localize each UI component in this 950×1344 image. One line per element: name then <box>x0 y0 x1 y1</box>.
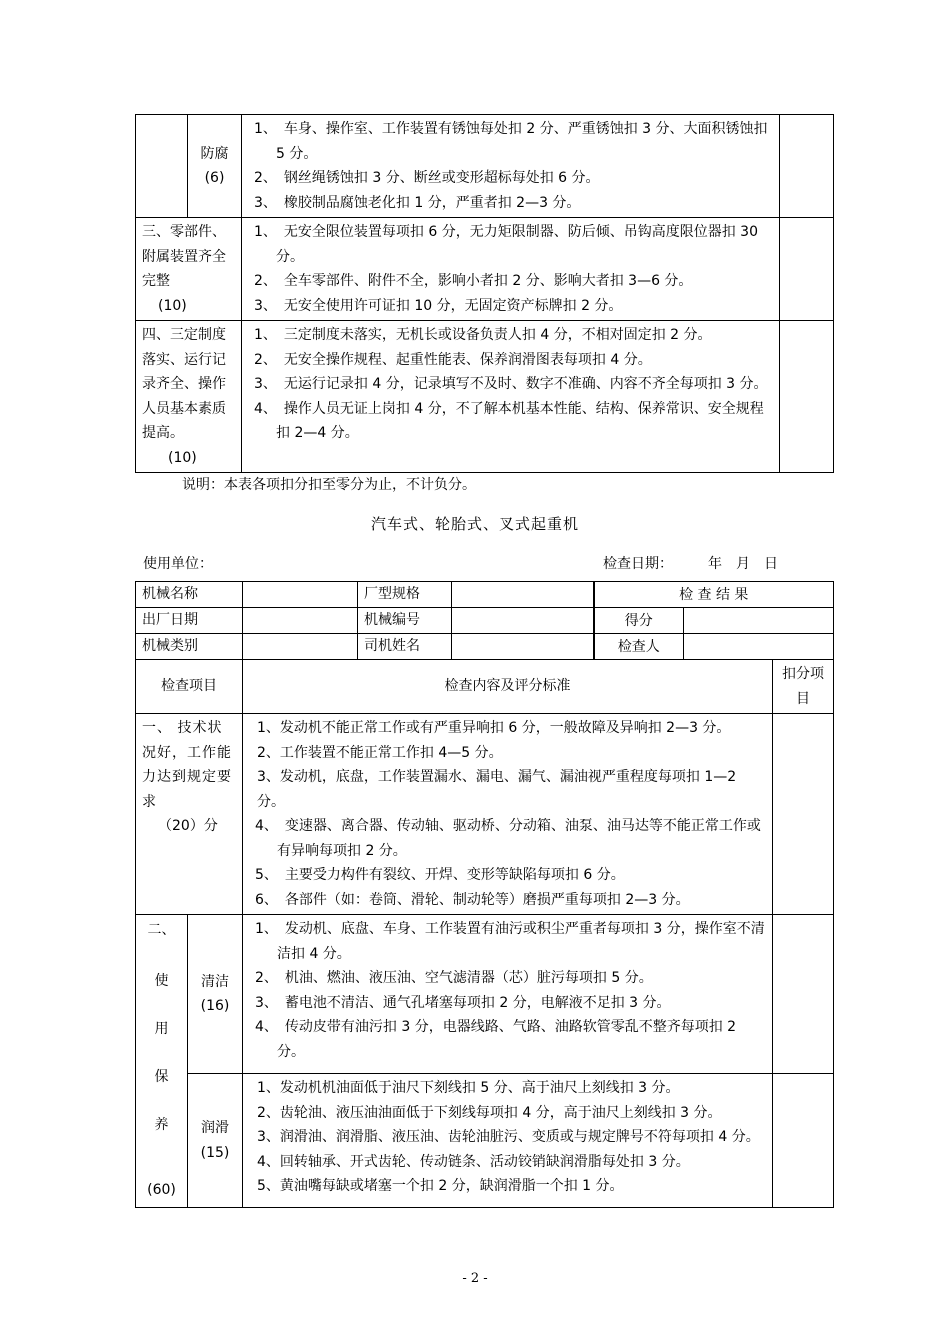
deduct-cell <box>780 218 834 321</box>
header-item: 检查项目 <box>136 660 243 714</box>
section4-content <box>242 321 780 473</box>
section4-score: (10) <box>168 449 197 466</box>
section2-char: 用 <box>154 1021 169 1037</box>
header-row <box>136 660 834 714</box>
section2-char: 二、 <box>147 922 176 938</box>
section3-label-cell <box>136 218 242 321</box>
section2-char: 养 <box>154 1117 169 1133</box>
section4-label: 四、三定制度落实、运行记录齐全、操作人员基本素质提高。 <box>142 327 226 441</box>
deduct-cell <box>773 714 834 915</box>
machine-type-label: 机械类别 <box>136 634 243 660</box>
list-item: 3、润滑油、润滑脂、液压油、齿轮油脏污、变质或与规定牌号不符每项扣 4 分。 <box>257 1129 760 1146</box>
list-item: 4、 操作人员无证上岗扣 4 分，不了解本机基本性能、结构、保养常识、安全规程扣 2—4 分。 <box>254 400 764 441</box>
cleaning-label-cell <box>188 915 243 1074</box>
machine-no-value[interactable] <box>452 608 594 634</box>
result-header: 检 查 结 果 <box>594 582 834 608</box>
deduct-cell <box>773 1074 834 1208</box>
lubrication-content <box>243 1074 773 1208</box>
driver-name-value[interactable] <box>452 634 594 660</box>
driver-name-label: 司机姓名 <box>358 634 452 660</box>
table-note: 说明：本表各项扣分扣至零分为止，不计负分。 <box>182 477 476 493</box>
lubrication-label: 润滑 <box>201 1120 229 1137</box>
date-label: 检查日期： 年 月 日 <box>603 556 778 572</box>
section2-char: 保 <box>154 1069 169 1085</box>
list-item: 1、发动机不能正常工作或有严重异响扣 6 分，一般故障及异响扣 2—3 分。 <box>257 720 731 736</box>
list-item: 2、 无安全操作规程、起重性能表、保养润滑图表每项扣 4 分。 <box>254 351 652 368</box>
machine-name-label: 机械名称 <box>136 582 243 608</box>
page-number: - 2 - <box>462 1271 488 1286</box>
section1-label: 一、 技术状况好，工作能力达到规定要求 <box>142 720 232 810</box>
inspector-label: 检查人 <box>594 634 684 660</box>
score-value[interactable] <box>684 608 834 634</box>
lubrication-score: (15) <box>200 1144 230 1161</box>
inspector-value[interactable] <box>684 634 834 660</box>
list-item: 3、 蓄电池不清洁、通气孔堵塞每项扣 2 分，电解液不足扣 3 分。 <box>255 994 671 1011</box>
cleaning-content <box>243 915 773 1074</box>
section4-row <box>136 321 834 473</box>
list-item: 2、工作装置不能正常工作扣 4—5 分。 <box>257 744 503 761</box>
lubrication-row <box>136 1074 834 1208</box>
list-item: 4、 变速器、离合器、传动轴、驱动桥、分动箱、油泵、油马达等不能正常工作或有异响每项扣 2 分。 <box>255 818 761 859</box>
model-spec-value[interactable] <box>452 582 594 608</box>
info-row <box>136 582 834 608</box>
deduct-cell <box>780 321 834 473</box>
header-deduct: 扣分项目 <box>773 660 834 714</box>
anticorrosion-content <box>242 115 780 218</box>
list-item: 5、黄油嘴每缺或堵塞一个扣 2 分，缺润滑脂一个扣 1 分。 <box>257 1178 624 1195</box>
section2-continuation-cell <box>136 115 188 218</box>
cleaning-score: (16) <box>200 998 230 1015</box>
list-item: 1、 发动机、底盘、车身、工作装置有油污或积尘严重者每项扣 3 分，操作室不清洁扣 4 分。 <box>255 921 765 962</box>
section1-label-cell <box>136 714 243 915</box>
list-item: 3、发动机，底盘，工作装置漏水、漏电、漏气、漏油视严重程度每项扣 1—2 分。 <box>257 769 737 810</box>
top-inspection-table <box>135 114 834 473</box>
section2-score: (60) <box>147 1182 176 1198</box>
section2-char: 使 <box>154 973 169 989</box>
factory-date-label: 出厂日期 <box>136 608 243 634</box>
factory-date-value[interactable] <box>243 608 358 634</box>
machine-name-value[interactable] <box>243 582 358 608</box>
info-row <box>136 634 834 660</box>
section1-row <box>136 714 834 915</box>
list-item: 3、 橡胶制品腐蚀老化扣 1 分，严重者扣 2—3 分。 <box>254 194 581 211</box>
list-item: 2、齿轮油、液压油油面低于下刻线每项扣 4 分，高于油尺上刻线扣 3 分。 <box>257 1104 722 1121</box>
unit-label: 使用单位： <box>143 556 213 572</box>
list-item: 2、 全车零部件、附件不全，影响小者扣 2 分、影响大者扣 3—6 分。 <box>254 273 693 289</box>
anticorrosion-row <box>136 115 834 218</box>
list-item: 2、 机油、燃油、液压油、空气滤清器（芯）脏污每项扣 5 分。 <box>255 970 653 986</box>
machine-no-label: 机械编号 <box>358 608 452 634</box>
deduct-cell <box>773 915 834 1074</box>
anticorrosion-score: (6) <box>204 170 225 186</box>
section4-label-cell <box>136 321 242 473</box>
section1-content <box>243 714 773 915</box>
section3-content <box>242 218 780 321</box>
lubrication-label-cell <box>188 1074 243 1208</box>
list-item: 6、 各部件（如：卷筒、滑轮、制动轮等）磨损严重每项扣 2—3 分。 <box>255 891 690 908</box>
list-item: 3、 无运行记录扣 4 分，记录填写不及时、数字不准确、内容不齐全每项扣 3 分。 <box>254 376 768 392</box>
section2-label-cell <box>136 915 188 1208</box>
cleaning-row <box>136 915 834 1074</box>
list-item: 2、 钢丝绳锈蚀扣 3 分、断丝或变形超标每处扣 6 分。 <box>254 170 600 186</box>
deduct-cell <box>780 115 834 218</box>
cleaning-label: 清洁 <box>201 973 229 990</box>
machine-type-value[interactable] <box>243 634 358 660</box>
list-item: 5、 主要受力构件有裂纹、开焊、变形等缺陷每项扣 6 分。 <box>255 867 625 883</box>
info-row <box>136 608 834 634</box>
list-item: 1、 无安全限位装置每项扣 6 分，无力矩限制器、防后倾、吊钩高度限位器扣 30 分。 <box>254 224 758 265</box>
section3-row <box>136 218 834 321</box>
list-item: 1、 车身、操作室、工作装置有锈蚀每处扣 2 分、严重锈蚀扣 3 分、大面积锈蚀扣 5 分。 <box>254 121 768 162</box>
machine-info-table <box>135 581 834 660</box>
main-inspection-table <box>135 659 834 1208</box>
anticorrosion-label-cell <box>188 115 242 218</box>
list-item: 4、回转轴承、开式齿轮、传动链条、活动铰销缺润滑脂每处扣 3 分。 <box>257 1153 690 1170</box>
section1-score: （20）分 <box>158 818 218 834</box>
score-label: 得分 <box>594 608 684 634</box>
list-item: 4、 传动皮带有油污扣 3 分，电器线路、气路、油路软管零乱不整齐每项扣 2 分。 <box>255 1019 737 1060</box>
list-item: 1、发动机机油面低于油尺下刻线扣 5 分、高于油尺上刻线扣 3 分。 <box>257 1080 680 1097</box>
list-item: 3、 无安全使用许可证扣 10 分，无固定资产标牌扣 2 分。 <box>254 297 623 314</box>
list-item: 1、 三定制度未落实，无机长或设备负责人扣 4 分，不相对固定扣 2 分。 <box>254 327 712 343</box>
page-title: 汽车式、轮胎式、叉式起重机 <box>370 515 579 533</box>
anticorrosion-label: 防腐 <box>200 145 229 162</box>
header-content: 检查内容及评分标准 <box>243 660 773 714</box>
section3-label: 三、零部件、附属装置齐全完整 <box>142 224 226 289</box>
section3-score: (10) <box>158 297 187 314</box>
model-spec-label: 厂型规格 <box>358 582 452 608</box>
